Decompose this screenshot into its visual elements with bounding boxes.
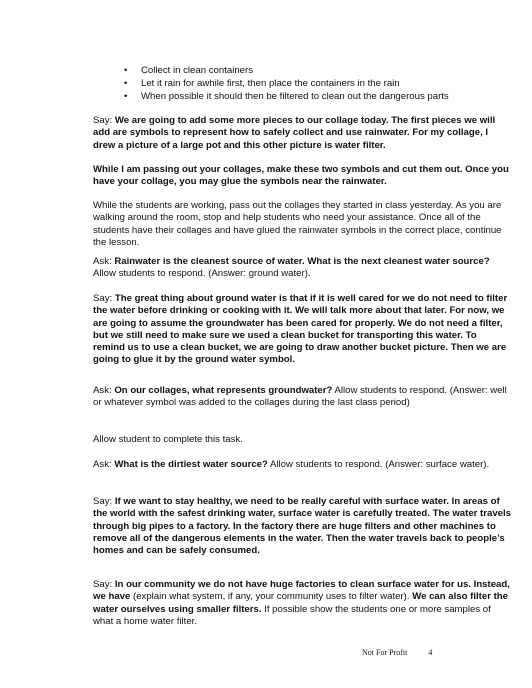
paragraph-say-groundwater bbox=[93, 293, 511, 367]
task-text: Allow student to complete this task. bbox=[93, 434, 243, 445]
ask-label: Ask: bbox=[93, 385, 115, 396]
ask-rest-text: Allow students to respond. (Answer: surface water). bbox=[267, 459, 490, 470]
say-bold-text: We are going to add some more pieces to our collage today. The first pieces we will add are symbols to represent how to safely collect and use rainwater. For my collage, I drew a picture of a large pot and this other picture is water filter. bbox=[93, 115, 496, 151]
footer-text: Not For Profit bbox=[362, 648, 408, 657]
ask-bold-text: Rainwater is the cleanest source of water. What is the next cleanest water source? bbox=[114, 256, 490, 267]
say-bold-text: If we want to stay healthy, we need to be really careful with surface water. In areas of the world with the safest drinking water, surface water is carefully treated. The water travels through big pipes to a factory. In the factory there are huge filters and other machines to remove all of the dangerous elements in the water. Then the water travels back to people’s homes and can be safely consumed. bbox=[93, 496, 511, 557]
ask-label: Ask: bbox=[93, 256, 115, 267]
say-mid-text: (explain what system, if any, your community uses to filter water). bbox=[130, 591, 413, 603]
bullet-list bbox=[122, 65, 512, 103]
bullet-item: • When possible it should then be filtered to clean out the dangerous parts bbox=[122, 91, 512, 104]
paragraph-ask-collages bbox=[93, 385, 511, 410]
paragraph-ask-rainwater bbox=[93, 256, 511, 281]
page-number: 4 bbox=[428, 648, 433, 657]
paragraph-say-collage bbox=[93, 115, 511, 152]
paragraph-say-surface-water bbox=[93, 496, 511, 557]
paragraph-complete-task bbox=[93, 434, 511, 446]
bullet-item: • Collect in clean containers bbox=[122, 65, 512, 78]
say-label: Say: bbox=[93, 115, 115, 126]
say-bold-text: In our community we do not have huge factories to clean surface water for us. Instead, we have bbox=[93, 579, 510, 603]
say-label: Say: bbox=[93, 496, 115, 507]
paragraph-instructions bbox=[93, 164, 511, 189]
paragraph-ask-dirtiest bbox=[93, 459, 511, 471]
teacher-note-text: While the students are working, pass out the collages they started in class yesterday. As you are walking around the room, stop and help students who need your assistance. Once all of the students have their collages and have glued the rainwater symbols in the correct place, continue the lesson. bbox=[93, 200, 502, 248]
ask-label: Ask: bbox=[93, 459, 115, 470]
paragraph-say-community bbox=[93, 579, 511, 628]
say-rest-text: If possible show the students one or more samples of what a home water filter. bbox=[93, 603, 491, 627]
bullet-item: • Let it rain for awhile first, then place the containers in the rain bbox=[122, 78, 512, 91]
ask-rest-text: Allow students to respond. (Answer: ground water). bbox=[93, 268, 311, 280]
say-bold-text-2: We can also filter the water ourselves using smaller filters. bbox=[93, 591, 509, 615]
ask-rest-text: Allow students to respond. (Answer: well or whatever symbol was added to the collages during the last class period) bbox=[93, 385, 507, 409]
say-label: Say: bbox=[93, 293, 115, 304]
page-footer bbox=[362, 647, 432, 659]
ask-bold-text: On our collages, what represents groundwater? bbox=[114, 385, 333, 396]
say-bold-text: The great thing about ground water is that if it is well cared for we do not need to filter the water before drinking or cooking with it. We will talk more about that later. For now, we are going to assume the groundwater has been cared for properly. We do not need a filter, but we still need to make sure we used a clean bucket for transporting this water. To remind us to use a clean bucket, we are going to draw another bucket picture. Then we are going to glue it by the ground water symbol. bbox=[93, 293, 508, 366]
instructions-bold-text: While I am passing out your collages, make these two symbols and cut them out. Once you have your collage, you may glue the symbols near the rainwater. bbox=[93, 164, 509, 188]
ask-bold-text: What is the dirtiest water source? bbox=[114, 459, 268, 470]
paragraph-teacher-note bbox=[93, 200, 511, 249]
say-label: Say: bbox=[93, 579, 115, 590]
